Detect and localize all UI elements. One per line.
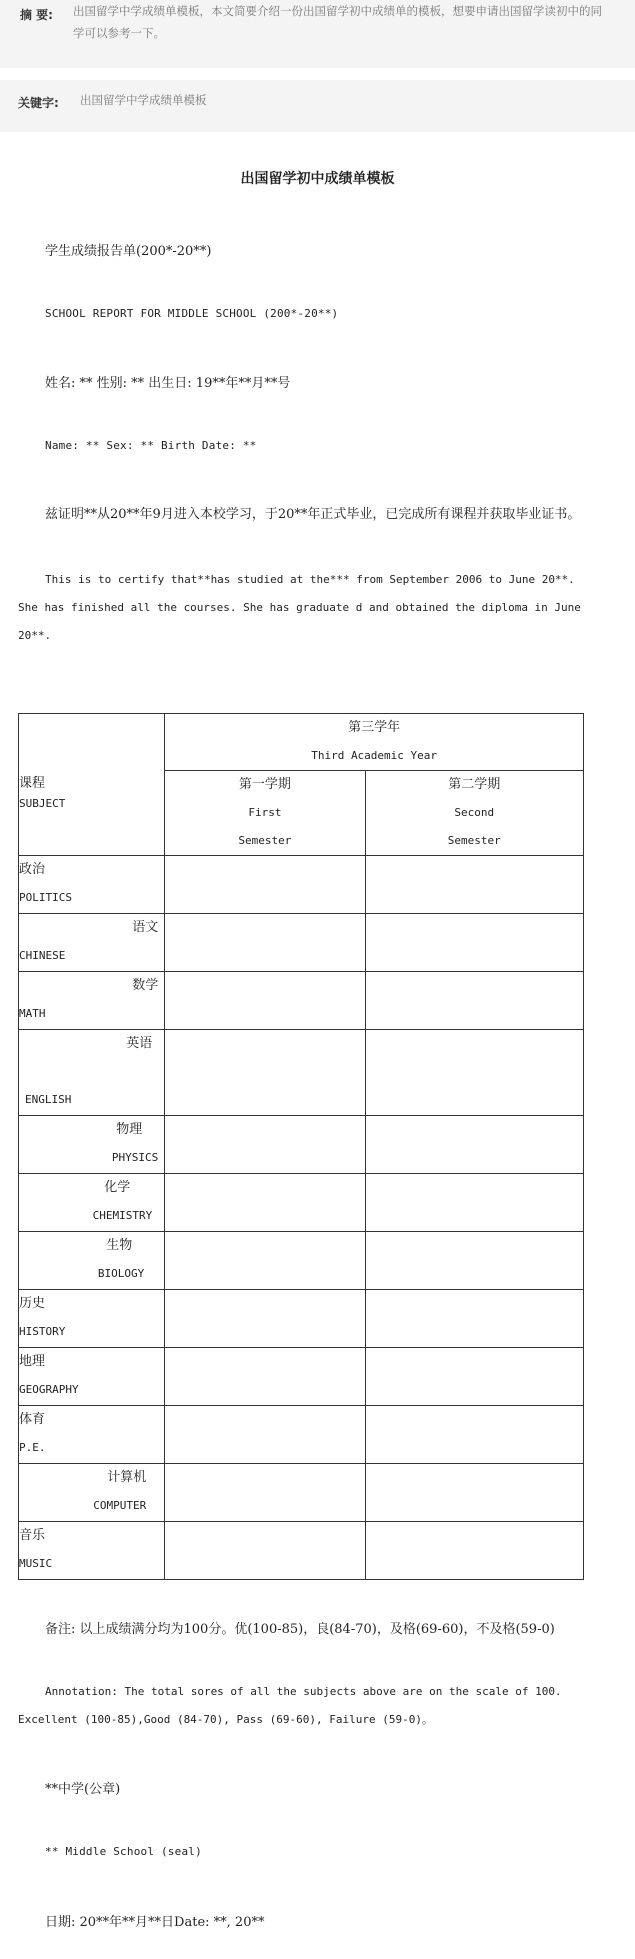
subject-cell-geography bbox=[19, 1348, 165, 1406]
subject-zh: 历史 bbox=[19, 1296, 46, 1311]
subject-cell-pe bbox=[19, 1406, 165, 1464]
subject-en: BIOLOGY bbox=[97, 1267, 145, 1280]
subject-en: COMPUTER bbox=[93, 1499, 147, 1512]
keywords-label: 关键字: bbox=[18, 96, 59, 110]
subject-en: HISTORY bbox=[19, 1325, 66, 1338]
grade-cell bbox=[365, 972, 583, 1030]
note-en-line2: Excellent (100-85),Good (84-70), Pass (69-60), Failure (59-0)。 bbox=[18, 1713, 433, 1726]
subject-zh: 英语 bbox=[126, 1036, 153, 1051]
subject-en: POLITICS bbox=[19, 891, 72, 904]
grade-cell bbox=[165, 1232, 365, 1290]
note-en-line1: Annotation: The total sores of all the subjects above are on the scale of 100. bbox=[45, 1685, 562, 1698]
subject-zh: 音乐 bbox=[19, 1528, 46, 1543]
subject-en: P.E. bbox=[19, 1441, 46, 1454]
report-title-zh: 学生成绩报告单(200*-20**) bbox=[45, 244, 212, 259]
subject-en: CHEMISTRY bbox=[92, 1209, 153, 1222]
semester2-header-cell bbox=[365, 771, 583, 856]
semester1-header-zh: 第一学期 bbox=[238, 777, 291, 792]
course-header-zh: 课程 bbox=[19, 776, 46, 791]
summary-box bbox=[0, 0, 635, 68]
subject-en: PHYSICS bbox=[111, 1151, 159, 1164]
subject-cell-physics bbox=[19, 1116, 165, 1174]
course-header-cell bbox=[19, 714, 165, 856]
grade-cell bbox=[365, 1030, 583, 1116]
date-line: 日期: 20**年**月**日Date: **, 20** bbox=[45, 1915, 265, 1930]
semester2-header-en1: Second bbox=[454, 806, 495, 819]
grade-cell bbox=[165, 856, 365, 914]
grade-cell bbox=[165, 1030, 365, 1116]
year-header-zh: 第三学年 bbox=[348, 720, 401, 735]
subject-cell-math bbox=[19, 972, 165, 1030]
grade-cell bbox=[365, 914, 583, 972]
subject-cell-music bbox=[19, 1522, 165, 1580]
year-header-cell bbox=[165, 714, 584, 771]
subject-en: MATH bbox=[19, 1007, 46, 1020]
year-header-en: Third Academic Year bbox=[311, 749, 438, 762]
grade-cell bbox=[165, 1174, 365, 1232]
subject-zh: 物理 bbox=[116, 1122, 143, 1137]
subject-cell-biology bbox=[19, 1232, 165, 1290]
grade-cell bbox=[365, 1348, 583, 1406]
subject-en: CHINESE bbox=[19, 949, 66, 962]
grade-cell bbox=[365, 1116, 583, 1174]
report-title-en: SCHOOL REPORT FOR MIDDLE SCHOOL (200*-20**) bbox=[45, 307, 339, 320]
summary-text bbox=[73, 0, 628, 44]
subject-zh: 语文 bbox=[132, 920, 159, 935]
semester1-header-cell bbox=[165, 771, 365, 856]
subject-zh: 计算机 bbox=[107, 1470, 147, 1485]
note-zh: 备注: 以上成绩满分均为100分。优(100-85)，良(84-70)，及格(69-60)，不及格(59-0) bbox=[45, 1622, 555, 1637]
subject-cell-english bbox=[19, 1030, 165, 1116]
grade-cell bbox=[165, 1348, 365, 1406]
grade-cell bbox=[365, 1174, 583, 1232]
subject-zh: 数学 bbox=[132, 978, 159, 993]
grade-cell bbox=[365, 1522, 583, 1580]
grade-cell bbox=[165, 1116, 365, 1174]
subject-en: ENGLISH bbox=[25, 1093, 72, 1106]
school-zh: **中学(公章) bbox=[45, 1782, 121, 1797]
page-title: 出国留学初中成绩单模板 bbox=[240, 171, 395, 187]
certify-en-line1: This is to certify that**has studied at the*** from September 2006 to June 20**. bbox=[45, 573, 575, 586]
semester2-header-zh: 第二学期 bbox=[448, 777, 501, 792]
subject-cell-chinese bbox=[19, 914, 165, 972]
summary-text-line2: 学可以参考一下。 bbox=[73, 26, 165, 40]
grade-cell bbox=[165, 1290, 365, 1348]
school-en: ** Middle School (seal) bbox=[45, 1845, 202, 1858]
student-info-zh: 姓名: ** 性别: ** 出生日: 19**年**月**号 bbox=[45, 376, 291, 391]
semester2-header-en2: Semester bbox=[447, 834, 501, 847]
subject-zh: 生物 bbox=[106, 1238, 133, 1253]
subject-zh: 政治 bbox=[19, 862, 46, 877]
subject-en: MUSIC bbox=[19, 1557, 53, 1570]
subject-zh: 化学 bbox=[104, 1180, 131, 1195]
grade-cell bbox=[365, 1232, 583, 1290]
subject-cell-politics bbox=[19, 856, 165, 914]
semester1-header-en2: Semester bbox=[238, 834, 292, 847]
semester1-header-en1: First bbox=[248, 806, 282, 819]
grade-cell bbox=[365, 1464, 583, 1522]
summary-label: 摘 要: bbox=[20, 8, 53, 22]
certify-en-line3: 20**. bbox=[18, 629, 52, 642]
summary-text-line1: 出国留学中学成绩单模板，本文简要介绍一份出国留学初中成绩单的模板，想要申请出国留学读初中的同 bbox=[73, 4, 602, 18]
keywords-text: 出国留学中学成绩单模板 bbox=[80, 93, 207, 107]
certify-en-line2: She has finished all the courses. She has graduate d and obtained the diploma in June bbox=[18, 601, 581, 614]
grade-cell bbox=[165, 1522, 365, 1580]
grade-cell bbox=[365, 1406, 583, 1464]
grade-cell bbox=[165, 914, 365, 972]
grade-cell bbox=[165, 1464, 365, 1522]
subject-cell-chemistry bbox=[19, 1174, 165, 1232]
course-header-en: SUBJECT bbox=[19, 797, 66, 810]
certify-zh: 兹证明**从20**年9月进入本校学习，于20**年正式毕业，已完成所有课程并获取毕业证书。 bbox=[45, 507, 581, 522]
note-en bbox=[18, 1678, 588, 1734]
subject-zh: 体育 bbox=[19, 1412, 46, 1427]
subject-cell-computer bbox=[19, 1464, 165, 1522]
grade-cell bbox=[365, 856, 583, 914]
subject-cell-history bbox=[19, 1290, 165, 1348]
grade-cell bbox=[165, 972, 365, 1030]
grades-table bbox=[18, 713, 584, 1580]
subject-en: GEOGRAPHY bbox=[19, 1383, 79, 1396]
grade-cell bbox=[165, 1406, 365, 1464]
student-info-en: Name: ** Sex: ** Birth Date: ** bbox=[45, 439, 257, 452]
grade-cell bbox=[365, 1290, 583, 1348]
certify-en bbox=[18, 566, 588, 650]
keywords-box bbox=[0, 80, 635, 132]
subject-zh: 地理 bbox=[19, 1354, 46, 1369]
